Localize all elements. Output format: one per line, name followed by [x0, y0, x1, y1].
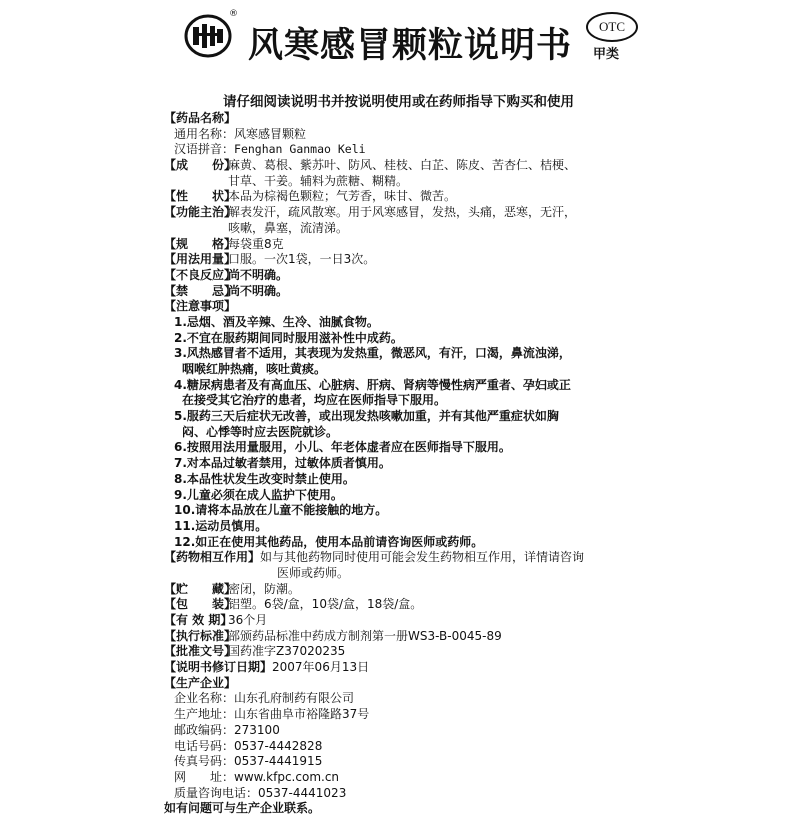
indications-row-cont: 咳嗽，鼻塞，流清涕。	[228, 220, 349, 235]
address-row: 生产地址： 山东省曲阜市裕隆路37号	[174, 707, 370, 722]
leaflet-body	[164, 111, 654, 817]
precaution-item-cont: 在接受其它治疗的患者，均应在医师指导下服用。	[182, 393, 447, 408]
postcode-row: 邮政编码： 273100	[174, 722, 280, 737]
precautions-heading: 【注意事项】	[164, 299, 237, 314]
precaution-item: 4.糖尿病患者及有高血压、心脏病、肝病、肾病等慢性病严重者、孕妇或正	[174, 377, 571, 392]
precaution-item: 11.运动员慎用。	[174, 518, 268, 533]
precaution-item: 6.按照用法用量服用，小儿、年老体虚者应在医师指导下服用。	[174, 440, 511, 455]
contraindications-row: 【禁 忌】 尚不明确。	[164, 283, 289, 298]
storage-row: 【贮 藏】 密闭，防潮。	[164, 581, 301, 596]
precaution-item: 5.服药三天后症状无改善，或出现发热咳嗽加重，并有其他严重症状如胸	[174, 409, 559, 424]
precaution-item: 2.不宜在服药期间同时服用滋补性中成药。	[174, 330, 403, 345]
precaution-item: 8.本品性状发生改变时禁止使用。	[174, 471, 355, 486]
ingredients-row: 【成 份】 麻黄、葛根、紫苏叶、防风、桂枝、白芷、陈皮、苦杏仁、桔梗、	[164, 158, 577, 173]
quality-phone-row: 质量咨询电话： 0537-4441023	[174, 785, 347, 800]
usage-notice: 请仔细阅读说明书并按说明使用或在药师指导下购买和使用	[223, 94, 574, 110]
precaution-item: 9.儿童必须在成人监护下使用。	[174, 487, 343, 502]
precaution-item-cont: 咽喉红肿热痛，咳吐黄痰。	[182, 362, 327, 376]
package-row: 【包 装】 铝塑。6袋/盒，10袋/盒，18袋/盒。	[164, 597, 423, 612]
common-name-row: 通用名称： 风寒感冒颗粒	[174, 126, 307, 141]
page-title: 风寒感冒颗粒说明书	[248, 25, 573, 66]
pinyin-row: 汉语拼音： Fenghan Ganmao Keli	[174, 142, 366, 157]
indications-row: 【功能主治】 解表发汗，疏风散寒。用于风寒感冒，发热，头痛，恶寒，无汗，	[164, 205, 577, 220]
standard-row: 【执行标准】 部颁药品标准中药成方制剂第一册WS3-B-0045-89	[164, 628, 502, 643]
drug-name-heading: 【药品名称】	[164, 111, 237, 125]
phone-row: 电话号码： 0537-4442828	[174, 738, 323, 753]
adverse-row: 【不良反应】 尚不明确。	[164, 267, 289, 282]
interactions-row-cont: 医师或药师。	[277, 565, 350, 580]
website-row: 网 址： www.kfpc.com.cn	[174, 769, 340, 784]
precaution-item: 7.对本品过敏者禁用，过敏体质者慎用。	[174, 456, 391, 471]
ingredients-row-cont: 甘草、干姜。辅料为蔗糖、糊精。	[228, 173, 409, 188]
fax-row: 传真号码： 0537-4441915	[174, 754, 323, 769]
otc-badge: OTC	[586, 12, 638, 42]
precaution-item: 1.忌烟、酒及辛辣、生冷、油腻食物。	[174, 314, 379, 329]
properties-row: 【性 状】 本品为棕褐色颗粒；气芳香，味甘、微苦。	[164, 189, 457, 204]
brand-logo-icon	[184, 14, 232, 58]
footer-note: 如有问题可与生产企业联系。	[164, 801, 321, 816]
interactions-row: 【药物相互作用】 如与其他药物同时使用可能会发生药物相互作用，详情请咨询	[164, 550, 585, 565]
spec-row: 【规 格】 每袋重8克	[164, 236, 284, 251]
registered-mark: ®	[229, 9, 238, 19]
revision-date-row: 【说明书修订日期】 2007年06月13日	[164, 660, 370, 675]
company-name-row: 企业名称： 山东孔府制药有限公司	[174, 691, 355, 706]
precaution-item: 3.风热感冒者不适用，其表现为发热重，微恶风，有汗，口渴，鼻流浊涕，	[174, 346, 571, 361]
approval-row: 【批准文号】 国药准字Z37020235	[164, 644, 346, 659]
otc-category: 甲类	[593, 47, 620, 62]
manufacturer-heading: 【生产企业】	[164, 675, 237, 690]
precaution-item: 12.如正在使用其他药品，使用本品前请咨询医师或药师。	[174, 534, 484, 549]
precaution-item: 10.请将本品放在儿童不能接触的地方。	[174, 503, 388, 518]
dosage-row: 【用法用量】 口服。一次1袋，一日3次。	[164, 252, 376, 267]
validity-row: 【有 效 期】 36个月	[164, 613, 268, 627]
precaution-item-cont: 闷、心悸等时应去医院就诊。	[182, 424, 339, 439]
